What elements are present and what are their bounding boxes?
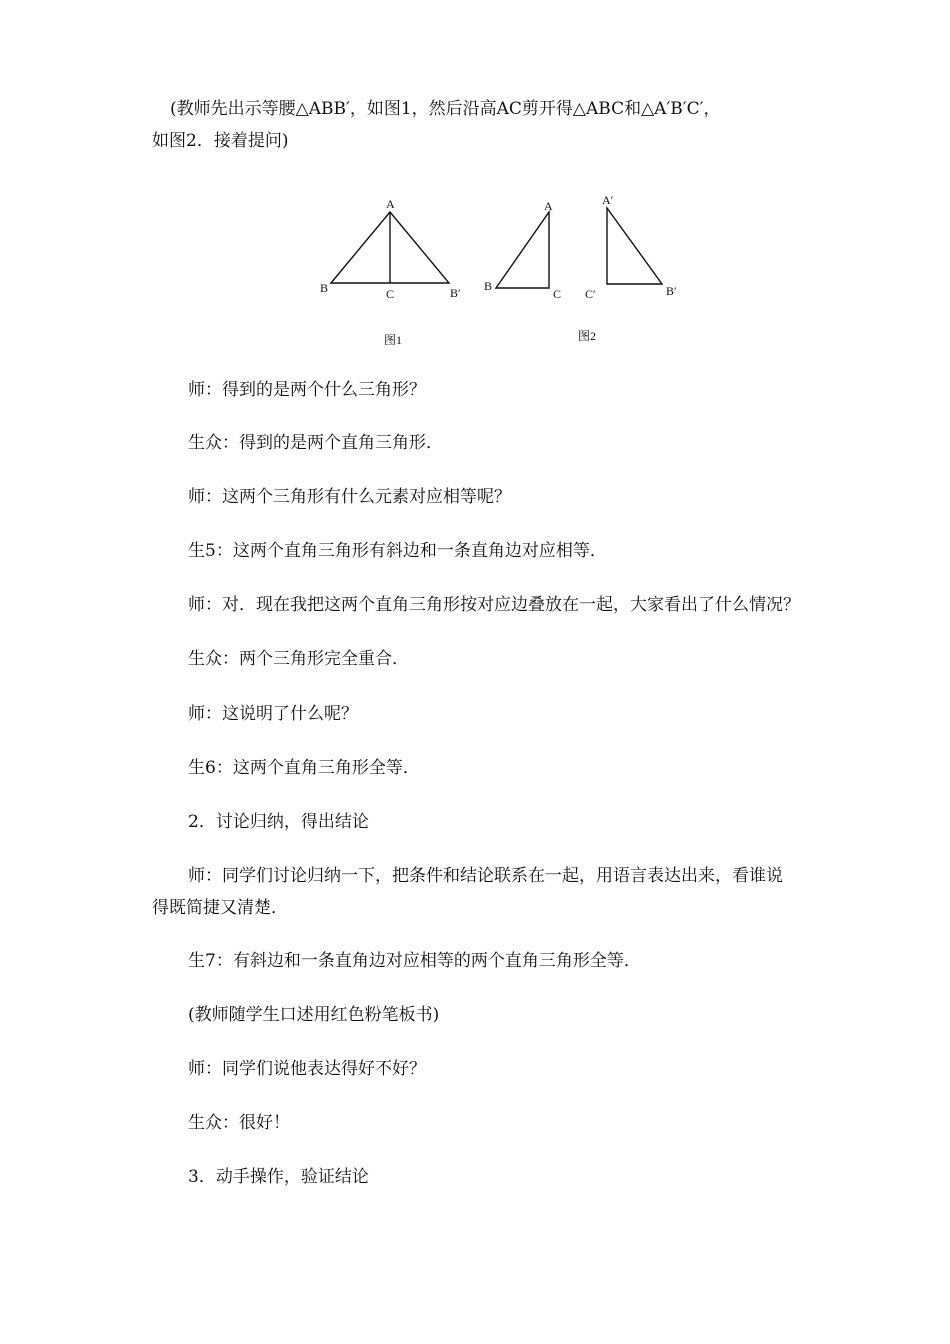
intro-line-1: (教师先出示等腰△ABB′，如图1，然后沿高AC剪开得△ABC和△A′B′C′， [170,99,721,119]
section-heading-3: 3．动手操作，验证结论 [188,1167,369,1187]
triangle-figures [300,188,700,353]
dialogue-line-10: 得既简捷又清楚． [152,898,288,918]
figure2-label-c-prime: C′ [585,287,596,301]
figure1-label-b: B [320,281,329,295]
figure2-right-triangle [607,208,662,284]
dialogue-line-13: 师：同学们说他表达得好不好？ [188,1059,426,1079]
figure2-label-c: C [553,287,562,301]
figure1-label-b-prime: B′ [450,286,461,300]
dialogue-line-11: 生7：有斜边和一条直角边对应相等的两个直角三角形全等． [188,951,641,971]
figure2-left-triangle [496,212,549,288]
dialogue-line-1: 师：得到的是两个什么三角形？ [188,380,426,400]
figure1-label-a: A [386,197,395,211]
figure2-label-b-prime: B′ [666,284,677,298]
dialogue-line-6: 生众：两个三角形完全重合． [188,649,409,669]
dialogue-line-3: 师：这两个三角形有什么元素对应相等呢？ [188,487,511,507]
intro-line-2: 如图2．接着提问) [152,131,289,151]
dialogue-line-2: 生众：得到的是两个直角三角形． [188,433,443,453]
dialogue-line-7: 师：这说明了什么呢？ [188,704,358,724]
dialogue-line-12: (教师随学生口述用红色粉笔板书) [188,1005,440,1025]
dialogue-line-4: 生5：这两个直角三角形有斜边和一条直角边对应相等． [188,541,607,561]
figure2-caption: 图2 [578,329,597,343]
figure1-caption: 图1 [384,333,403,347]
dialogue-line-5: 师：对．现在我把这两个直角三角形按对应边叠放在一起，大家看出了什么情况？ [188,595,800,615]
figure1-label-c: C [386,287,395,301]
dialogue-line-9: 师：同学们讨论归纳一下，把条件和结论联系在一起，用语言表达出来，看谁说 [188,866,783,886]
figure2-label-b: B [484,279,493,293]
figure2-label-a: A [544,199,553,213]
dialogue-line-8: 生6：这两个直角三角形全等． [188,758,420,778]
section-heading-2: 2．讨论归纳，得出结论 [188,812,369,832]
triangle-diagram [300,188,700,353]
figure2-label-a-prime: A′ [602,193,614,207]
dialogue-line-14: 生众：很好！ [188,1113,290,1133]
